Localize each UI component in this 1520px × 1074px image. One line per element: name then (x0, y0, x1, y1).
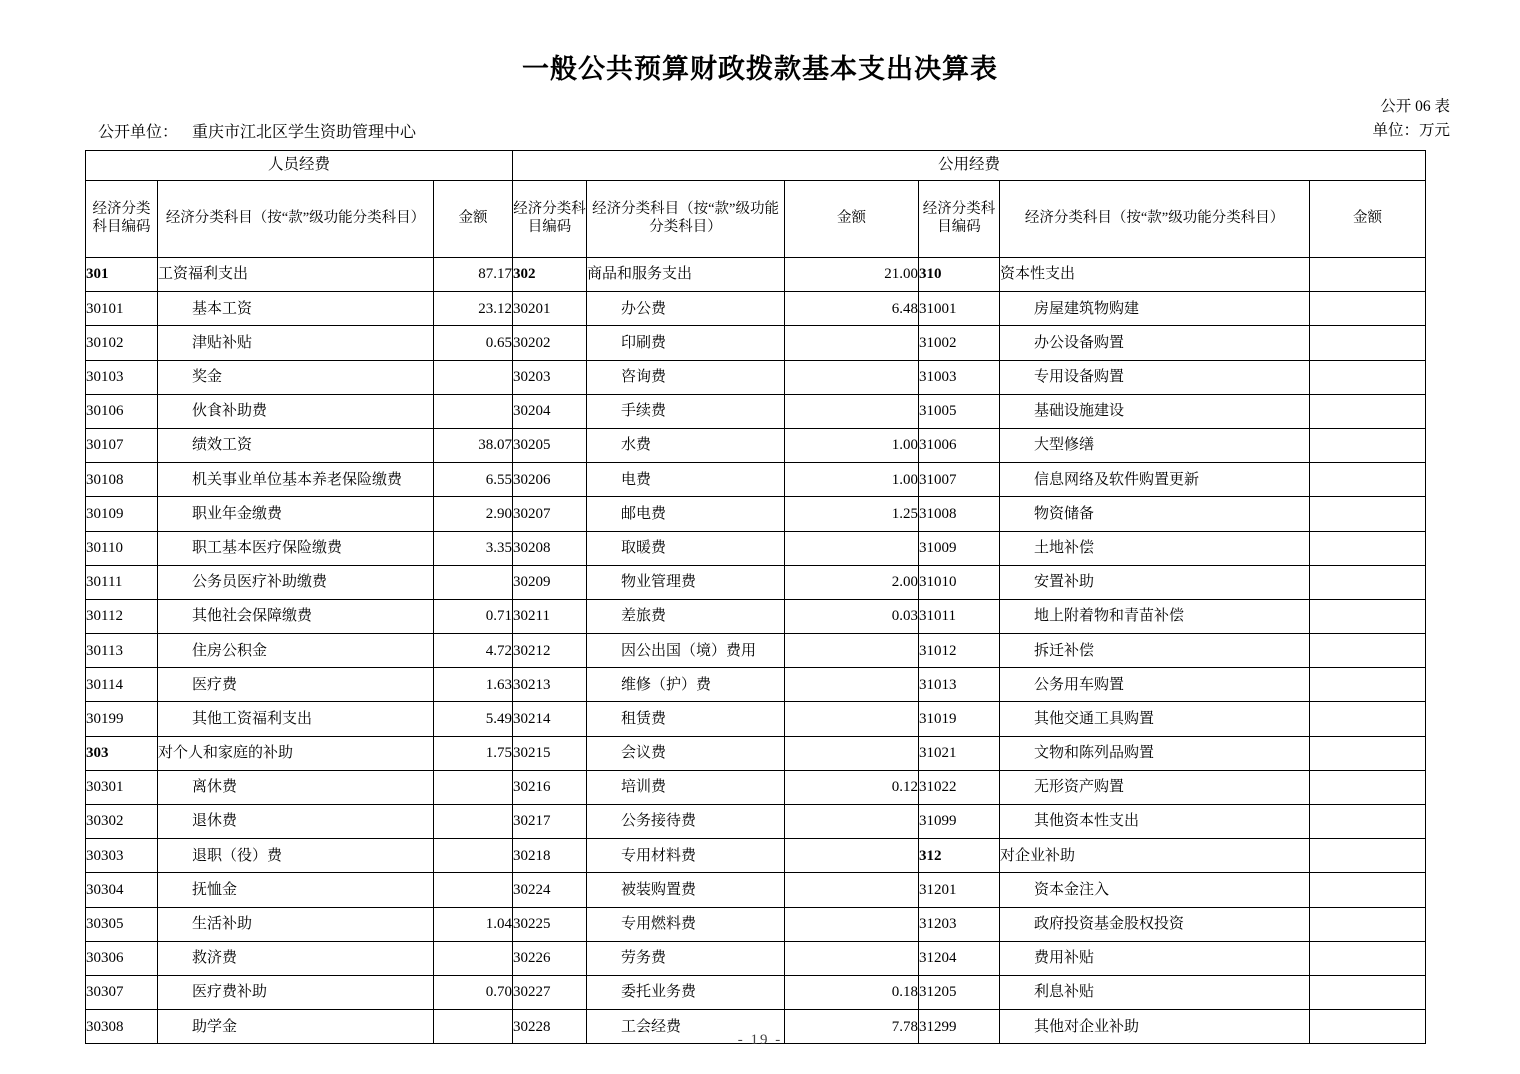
cell-amount (434, 941, 513, 975)
cell-amount: 6.48 (785, 292, 919, 326)
cell-amount: 21.00 (785, 258, 919, 292)
cell-code: 31008 (919, 497, 1000, 531)
cell-subject-name: 资本金注入 (1000, 873, 1310, 907)
cell-amount (1310, 360, 1426, 394)
cell-subject-name: 资本性支出 (1000, 258, 1310, 292)
cell-code: 30114 (86, 668, 158, 702)
cell-subject-name: 大型修缮 (1000, 428, 1310, 462)
cell-code: 30108 (86, 463, 158, 497)
table-row (86, 736, 1426, 770)
cell-subject-name: 被装购置费 (587, 873, 785, 907)
table-row (86, 394, 1426, 428)
cell-subject-name: 机关事业单位基本养老保险缴费 (158, 463, 434, 497)
cell-code: 30110 (86, 531, 158, 565)
cell-amount: 4.72 (434, 634, 513, 668)
cell-subject-name: 医疗费 (158, 668, 434, 702)
cell-subject-name: 地上附着物和青苗补偿 (1000, 599, 1310, 633)
cell-subject-name: 其他交通工具购置 (1000, 702, 1310, 736)
table-row (86, 326, 1426, 360)
cell-amount (1310, 326, 1426, 360)
cell-amount (1310, 497, 1426, 531)
cell-subject-name: 办公费 (587, 292, 785, 326)
cell-subject-name: 基础设施建设 (1000, 394, 1310, 428)
cell-subject-name: 物业管理费 (587, 565, 785, 599)
cell-amount: 2.00 (785, 565, 919, 599)
cell-subject-name: 因公出国（境）费用 (587, 634, 785, 668)
table-row (86, 428, 1426, 462)
cell-code: 30106 (86, 394, 158, 428)
cell-subject-name: 生活补助 (158, 907, 434, 941)
cell-code: 31003 (919, 360, 1000, 394)
cell-subject-name: 会议费 (587, 736, 785, 770)
cell-amount (1310, 975, 1426, 1009)
cell-amount: 23.12 (434, 292, 513, 326)
cell-amount (1310, 702, 1426, 736)
cell-amount (1310, 292, 1426, 326)
publisher-line (98, 119, 416, 142)
cell-subject-name: 工会经费 (587, 1010, 785, 1044)
table-row (86, 770, 1426, 804)
table-row (86, 292, 1426, 326)
cell-code: 31012 (919, 634, 1000, 668)
cell-amount: 3.35 (434, 531, 513, 565)
cell-subject-name: 咨询费 (587, 360, 785, 394)
group-header-public: 公用经费 (513, 151, 1426, 181)
cell-amount: 0.65 (434, 326, 513, 360)
cell-code: 31001 (919, 292, 1000, 326)
col-header-amount-3: 金额 (1310, 181, 1426, 258)
cell-code: 30306 (86, 941, 158, 975)
table-row (86, 873, 1426, 907)
cell-amount (1310, 668, 1426, 702)
cell-subject-name: 公务用车购置 (1000, 668, 1310, 702)
cell-amount (1310, 839, 1426, 873)
table-row (86, 975, 1426, 1009)
cell-code: 30101 (86, 292, 158, 326)
cell-code: 31205 (919, 975, 1000, 1009)
cell-amount (785, 805, 919, 839)
cell-code: 31022 (919, 770, 1000, 804)
cell-amount (1310, 941, 1426, 975)
cell-subject-name: 拆迁补偿 (1000, 634, 1310, 668)
cell-code: 30308 (86, 1010, 158, 1044)
cell-amount (1310, 873, 1426, 907)
cell-subject-name: 公务员医疗补助缴费 (158, 565, 434, 599)
budget-table (85, 150, 1426, 1044)
cell-amount (1310, 770, 1426, 804)
cell-amount (785, 326, 919, 360)
cell-code: 31099 (919, 805, 1000, 839)
cell-amount (434, 360, 513, 394)
cell-amount: 7.78 (785, 1010, 919, 1044)
cell-amount: 1.00 (785, 463, 919, 497)
cell-subject-name: 基本工资 (158, 292, 434, 326)
cell-code: 30226 (513, 941, 587, 975)
cell-code: 30224 (513, 873, 587, 907)
cell-code: 31204 (919, 941, 1000, 975)
cell-amount: 1.00 (785, 428, 919, 462)
col-header-subject-1: 经济分类科目（按“款”级功能分类科目） (158, 181, 434, 258)
table-row (86, 805, 1426, 839)
table-column-header-row (86, 181, 1426, 258)
cell-code: 301 (86, 258, 158, 292)
cell-code: 30227 (513, 975, 587, 1009)
cell-amount: 0.12 (785, 770, 919, 804)
cell-subject-name: 土地补偿 (1000, 531, 1310, 565)
cell-subject-name: 退休费 (158, 805, 434, 839)
form-meta (1372, 95, 1450, 143)
cell-code: 30208 (513, 531, 587, 565)
cell-subject-name: 印刷费 (587, 326, 785, 360)
cell-amount (1310, 258, 1426, 292)
cell-amount (1310, 531, 1426, 565)
cell-code: 30211 (513, 599, 587, 633)
cell-subject-name: 商品和服务支出 (587, 258, 785, 292)
table-row (86, 565, 1426, 599)
cell-amount: 0.18 (785, 975, 919, 1009)
cell-subject-name: 抚恤金 (158, 873, 434, 907)
table-group-header-row (86, 151, 1426, 181)
cell-amount (1310, 565, 1426, 599)
cell-code: 30107 (86, 428, 158, 462)
cell-subject-name: 房屋建筑物购建 (1000, 292, 1310, 326)
cell-code: 31006 (919, 428, 1000, 462)
cell-amount: 1.63 (434, 668, 513, 702)
cell-subject-name: 对个人和家庭的补助 (158, 736, 434, 770)
cell-code: 31019 (919, 702, 1000, 736)
cell-amount: 1.75 (434, 736, 513, 770)
cell-subject-name: 住房公积金 (158, 634, 434, 668)
cell-subject-name: 邮电费 (587, 497, 785, 531)
cell-code: 302 (513, 258, 587, 292)
cell-subject-name: 办公设备购置 (1000, 326, 1310, 360)
cell-code: 310 (919, 258, 1000, 292)
col-header-code-1: 经济分类科目编码 (86, 181, 158, 258)
cell-subject-name: 信息网络及软件购置更新 (1000, 463, 1310, 497)
cell-code: 30302 (86, 805, 158, 839)
table-row (86, 360, 1426, 394)
col-header-code-3: 经济分类科目编码 (919, 181, 1000, 258)
cell-amount (785, 736, 919, 770)
cell-subject-name: 其他资本性支出 (1000, 805, 1310, 839)
cell-amount (785, 531, 919, 565)
cell-subject-name: 电费 (587, 463, 785, 497)
cell-code: 30102 (86, 326, 158, 360)
cell-code: 30205 (513, 428, 587, 462)
cell-amount: 87.17 (434, 258, 513, 292)
cell-subject-name: 租赁费 (587, 702, 785, 736)
cell-code: 30216 (513, 770, 587, 804)
cell-subject-name: 奖金 (158, 360, 434, 394)
cell-amount (1310, 599, 1426, 633)
cell-amount (1310, 463, 1426, 497)
cell-code: 30202 (513, 326, 587, 360)
col-header-code-2: 经济分类科目编码 (513, 181, 587, 258)
budget-table-body (86, 258, 1426, 1044)
cell-subject-name: 绩效工资 (158, 428, 434, 462)
cell-subject-name: 取暖费 (587, 531, 785, 565)
table-row (86, 497, 1426, 531)
cell-subject-name: 公务接待费 (587, 805, 785, 839)
cell-subject-name: 维修（护）费 (587, 668, 785, 702)
cell-subject-name: 费用补贴 (1000, 941, 1310, 975)
cell-code: 30228 (513, 1010, 587, 1044)
cell-subject-name: 培训费 (587, 770, 785, 804)
cell-amount (434, 873, 513, 907)
cell-amount: 1.25 (785, 497, 919, 531)
cell-subject-name: 退职（役）费 (158, 839, 434, 873)
cell-amount (785, 941, 919, 975)
cell-amount (785, 839, 919, 873)
cell-code: 30207 (513, 497, 587, 531)
cell-subject-name: 伙食补助费 (158, 394, 434, 428)
cell-amount (785, 394, 919, 428)
cell-code: 31002 (919, 326, 1000, 360)
cell-subject-name: 其他社会保障缴费 (158, 599, 434, 633)
cell-amount: 0.71 (434, 599, 513, 633)
table-row (86, 258, 1426, 292)
cell-subject-name: 差旅费 (587, 599, 785, 633)
table-row (86, 634, 1426, 668)
cell-code: 31005 (919, 394, 1000, 428)
cell-code: 30206 (513, 463, 587, 497)
cell-amount (1310, 805, 1426, 839)
cell-amount (785, 702, 919, 736)
cell-subject-name: 救济费 (158, 941, 434, 975)
cell-amount (785, 907, 919, 941)
cell-amount (785, 360, 919, 394)
table-row (86, 599, 1426, 633)
cell-code: 30305 (86, 907, 158, 941)
publisher-label: 公开单位： (98, 124, 179, 141)
cell-code: 31011 (919, 599, 1000, 633)
cell-subject-name: 专用燃料费 (587, 907, 785, 941)
cell-code: 31203 (919, 907, 1000, 941)
cell-code: 30201 (513, 292, 587, 326)
cell-subject-name: 对企业补助 (1000, 839, 1310, 873)
cell-amount: 6.55 (434, 463, 513, 497)
cell-amount (434, 565, 513, 599)
cell-subject-name: 离休费 (158, 770, 434, 804)
cell-subject-name: 助学金 (158, 1010, 434, 1044)
cell-code: 30103 (86, 360, 158, 394)
cell-subject-name: 其他对企业补助 (1000, 1010, 1310, 1044)
page-number: - 19 - (737, 1032, 783, 1048)
cell-code: 30301 (86, 770, 158, 804)
table-row (86, 463, 1426, 497)
cell-amount (434, 770, 513, 804)
cell-code: 30303 (86, 839, 158, 873)
col-header-subject-3: 经济分类科目（按“款”级功能分类科目） (1000, 181, 1310, 258)
cell-amount (785, 873, 919, 907)
cell-code: 31009 (919, 531, 1000, 565)
table-row (86, 668, 1426, 702)
cell-amount (434, 839, 513, 873)
cell-amount (1310, 634, 1426, 668)
cell-code: 31013 (919, 668, 1000, 702)
cell-code: 30113 (86, 634, 158, 668)
cell-amount (785, 668, 919, 702)
cell-amount: 0.03 (785, 599, 919, 633)
cell-code: 30213 (513, 668, 587, 702)
cell-code: 30307 (86, 975, 158, 1009)
cell-code: 30218 (513, 839, 587, 873)
cell-code: 31299 (919, 1010, 1000, 1044)
publisher-name: 重庆市江北区学生资助管理中心 (192, 124, 417, 141)
cell-code: 30214 (513, 702, 587, 736)
cell-amount (1310, 736, 1426, 770)
cell-code: 30215 (513, 736, 587, 770)
cell-subject-name: 手续费 (587, 394, 785, 428)
cell-code: 31021 (919, 736, 1000, 770)
cell-subject-name: 物资储备 (1000, 497, 1310, 531)
col-header-amount-2: 金额 (785, 181, 919, 258)
table-row (86, 839, 1426, 873)
cell-subject-name: 政府投资基金股权投资 (1000, 907, 1310, 941)
cell-amount (1310, 428, 1426, 462)
cell-amount: 5.49 (434, 702, 513, 736)
cell-code: 30209 (513, 565, 587, 599)
cell-subject-name: 委托业务费 (587, 975, 785, 1009)
col-header-amount-1: 金额 (434, 181, 513, 258)
cell-subject-name: 利息补贴 (1000, 975, 1310, 1009)
cell-subject-name: 安置补助 (1000, 565, 1310, 599)
cell-amount (1310, 394, 1426, 428)
cell-code: 30203 (513, 360, 587, 394)
cell-subject-name: 文物和陈列品购置 (1000, 736, 1310, 770)
cell-amount (785, 634, 919, 668)
cell-subject-name: 职业年金缴费 (158, 497, 434, 531)
table-row (86, 907, 1426, 941)
cell-subject-name: 津贴补贴 (158, 326, 434, 360)
cell-subject-name: 工资福利支出 (158, 258, 434, 292)
cell-amount: 38.07 (434, 428, 513, 462)
cell-subject-name: 专用材料费 (587, 839, 785, 873)
group-header-personnel: 人员经费 (86, 151, 513, 181)
cell-subject-name: 无形资产购置 (1000, 770, 1310, 804)
cell-code: 30112 (86, 599, 158, 633)
cell-subject-name: 医疗费补助 (158, 975, 434, 1009)
cell-subject-name: 专用设备购置 (1000, 360, 1310, 394)
table-row (86, 531, 1426, 565)
cell-subject-name: 劳务费 (587, 941, 785, 975)
cell-subject-name: 水费 (587, 428, 785, 462)
form-number: 公开 06 表 (1380, 98, 1450, 115)
cell-subject-name: 职工基本医疗保险缴费 (158, 531, 434, 565)
cell-code: 30212 (513, 634, 587, 668)
amount-unit-note: 单位：万元 (1372, 122, 1450, 139)
cell-code: 30217 (513, 805, 587, 839)
cell-amount (1310, 907, 1426, 941)
cell-code: 31010 (919, 565, 1000, 599)
cell-amount (434, 805, 513, 839)
col-header-subject-2: 经济分类科目（按“款”级功能分类科目） (587, 181, 785, 258)
cell-code: 30225 (513, 907, 587, 941)
cell-amount (434, 394, 513, 428)
cell-code: 312 (919, 839, 1000, 873)
cell-code: 303 (86, 736, 158, 770)
table-row (86, 702, 1426, 736)
table-row (86, 941, 1426, 975)
cell-code: 30109 (86, 497, 158, 531)
cell-code: 30204 (513, 394, 587, 428)
cell-code: 30304 (86, 873, 158, 907)
cell-code: 30111 (86, 565, 158, 599)
cell-code: 30199 (86, 702, 158, 736)
cell-amount: 0.70 (434, 975, 513, 1009)
cell-amount: 2.90 (434, 497, 513, 531)
cell-code: 31201 (919, 873, 1000, 907)
cell-subject-name: 其他工资福利支出 (158, 702, 434, 736)
cell-amount: 1.04 (434, 907, 513, 941)
cell-code: 31007 (919, 463, 1000, 497)
page-title: 一般公共预算财政拨款基本支出决算表 (522, 54, 998, 84)
